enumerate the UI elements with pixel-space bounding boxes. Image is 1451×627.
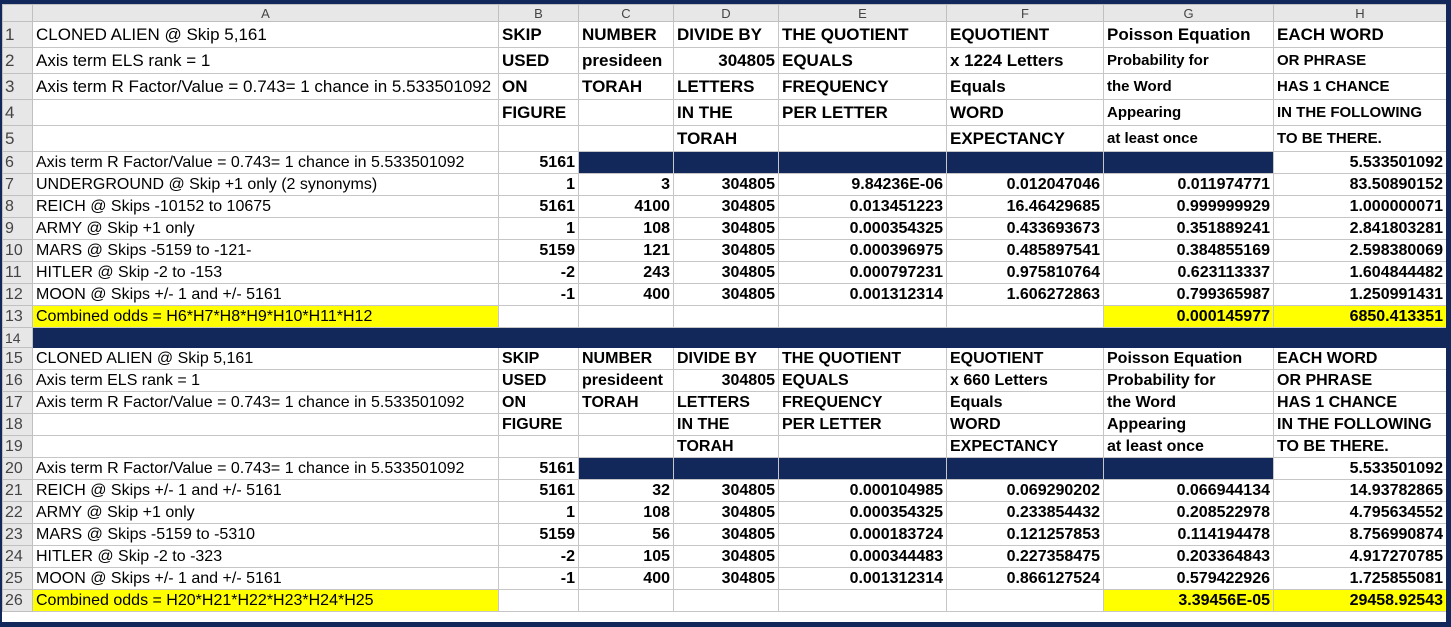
cell[interactable]: 1.725855081 — [1274, 568, 1447, 590]
column-header-row — [3, 5, 1447, 22]
sheet-row — [3, 524, 1447, 546]
sheet-row — [3, 100, 1447, 126]
row-header[interactable]: 20 — [3, 458, 33, 480]
cell[interactable]: Axis term R Factor/Value = 0.743= 1 chance in 5.533501092 — [33, 392, 499, 414]
cell[interactable] — [947, 306, 1104, 328]
sheet-row — [3, 414, 1447, 436]
sheet-row — [3, 22, 1447, 48]
row-header[interactable]: 2 — [3, 48, 33, 74]
cell[interactable]: HITLER @ Skip -2 to -153 — [33, 262, 499, 284]
cell[interactable]: Poisson Equation — [1104, 22, 1274, 48]
cell[interactable]: IN THE FOLLOWING — [1274, 100, 1447, 126]
cell[interactable]: 0.384855169 — [1104, 240, 1274, 262]
cell[interactable]: 2.598380069 — [1274, 240, 1447, 262]
cell[interactable]: Probability for — [1104, 48, 1274, 74]
cell[interactable]: Poisson Equation — [1104, 348, 1274, 370]
cell[interactable]: 5161 — [499, 458, 579, 480]
combined-odds-label[interactable]: Combined odds = H20*H21*H22*H23*H24*H25 — [33, 590, 499, 612]
sheet-row — [3, 436, 1447, 458]
cell[interactable]: 0.000354325 — [779, 218, 947, 240]
cell[interactable]: 304805 — [674, 174, 779, 196]
row-header[interactable]: 18 — [3, 414, 33, 436]
cell[interactable]: 304805 — [674, 196, 779, 218]
cell[interactable]: 0.012047046 — [947, 174, 1104, 196]
cell[interactable]: Probability for — [1104, 370, 1274, 392]
cell[interactable]: LETTERS — [674, 392, 779, 414]
cell[interactable] — [779, 590, 947, 612]
cell[interactable]: 304805 — [674, 568, 779, 590]
cell[interactable]: 4.795634552 — [1274, 502, 1447, 524]
cell[interactable]: 108 — [579, 218, 674, 240]
cell[interactable]: EACH WORD — [1274, 22, 1447, 48]
cell[interactable]: 0.001312314 — [779, 568, 947, 590]
cell[interactable]: 1.606272863 — [947, 284, 1104, 306]
sheet-row — [3, 568, 1447, 590]
cell[interactable]: 1.250991431 — [1274, 284, 1447, 306]
cell[interactable]: 5159 — [499, 240, 579, 262]
cell[interactable]: 0.000344483 — [779, 546, 947, 568]
cell[interactable]: FIGURE — [499, 100, 579, 126]
cell[interactable] — [499, 306, 579, 328]
cell[interactable]: 2.841803281 — [1274, 218, 1447, 240]
cell[interactable] — [779, 306, 947, 328]
cell[interactable]: 6850.413351 — [1274, 306, 1447, 328]
sheet-row — [3, 590, 1447, 612]
cell[interactable]: EXPECTANCY — [947, 436, 1104, 458]
cell[interactable]: 108 — [579, 502, 674, 524]
cell[interactable]: Axis term ELS rank = 1 — [33, 370, 499, 392]
cell[interactable]: x 660 Letters — [947, 370, 1104, 392]
cell[interactable]: 5161 — [499, 196, 579, 218]
cell[interactable]: 1 — [499, 174, 579, 196]
cell[interactable]: 0.975810764 — [947, 262, 1104, 284]
cell[interactable]: 3.39456E-05 — [1104, 590, 1274, 612]
cell[interactable]: 400 — [579, 284, 674, 306]
cell[interactable]: the Word — [1104, 392, 1274, 414]
cell[interactable]: IN THE FOLLOWING — [1274, 414, 1447, 436]
cell[interactable] — [499, 436, 579, 458]
cell[interactable]: 0.999999929 — [1104, 196, 1274, 218]
column-header-c[interactable]: C — [579, 5, 674, 22]
cell[interactable]: NUMBER — [579, 22, 674, 48]
row-header[interactable]: 13 — [3, 306, 33, 328]
cell[interactable]: NUMBER — [579, 348, 674, 370]
cell[interactable]: TORAH — [674, 126, 779, 152]
cell[interactable]: 0.351889241 — [1104, 218, 1274, 240]
row-header[interactable]: 1 — [3, 22, 33, 48]
cell[interactable]: WORD — [947, 100, 1104, 126]
cell[interactable]: 304805 — [674, 284, 779, 306]
row-header[interactable]: 21 — [3, 480, 33, 502]
cell[interactable]: 0.579422926 — [1104, 568, 1274, 590]
cell[interactable]: 0.069290202 — [947, 480, 1104, 502]
cell[interactable]: FREQUENCY — [779, 392, 947, 414]
cell[interactable]: HITLER @ Skip -2 to -323 — [33, 546, 499, 568]
cell[interactable] — [674, 306, 779, 328]
cell[interactable]: TO BE THERE. — [1274, 436, 1447, 458]
cell[interactable] — [579, 306, 674, 328]
cell[interactable] — [779, 458, 947, 480]
select-all-corner[interactable] — [3, 5, 33, 22]
cell[interactable]: 14.93782865 — [1274, 480, 1447, 502]
cell[interactable]: 0.011974771 — [1104, 174, 1274, 196]
cell[interactable]: 16.46429685 — [947, 196, 1104, 218]
cell[interactable]: 5.533501092 — [1274, 458, 1447, 480]
cell[interactable] — [579, 152, 674, 174]
cell[interactable] — [674, 590, 779, 612]
cell[interactable]: 0.866127524 — [947, 568, 1104, 590]
cell[interactable]: USED — [499, 48, 579, 74]
cell[interactable] — [33, 328, 1447, 348]
cell[interactable]: TO BE THERE. — [1274, 126, 1447, 152]
cell[interactable]: 5161 — [499, 480, 579, 502]
cell[interactable] — [579, 590, 674, 612]
cell[interactable]: 0.001312314 — [779, 284, 947, 306]
cell[interactable]: EQUOTIENT — [947, 348, 1104, 370]
cell[interactable]: THE QUOTIENT — [779, 348, 947, 370]
cell[interactable]: 1.000000071 — [1274, 196, 1447, 218]
row-header[interactable]: 10 — [3, 240, 33, 262]
cell[interactable]: 4100 — [579, 196, 674, 218]
row-header[interactable]: 6 — [3, 152, 33, 174]
cell[interactable]: Axis term R Factor/Value = 0.743= 1 chance in 5.533501092 — [33, 74, 499, 100]
cell[interactable]: 5161 — [499, 152, 579, 174]
cell[interactable]: 0.000396975 — [779, 240, 947, 262]
worksheet-table — [2, 4, 1446, 612]
cell[interactable]: 4.917270785 — [1274, 546, 1447, 568]
cell[interactable] — [33, 100, 499, 126]
sheet-row-separator — [3, 328, 1447, 348]
row-header[interactable]: 23 — [3, 524, 33, 546]
sheet-row — [3, 284, 1447, 306]
cell[interactable]: at least once — [1104, 436, 1274, 458]
cell[interactable]: OR PHRASE — [1274, 370, 1447, 392]
cell[interactable]: IN THE — [674, 100, 779, 126]
row-header[interactable]: 3 — [3, 74, 33, 100]
column-header-a[interactable]: A — [33, 5, 499, 22]
cell[interactable] — [779, 126, 947, 152]
cell[interactable]: 105 — [579, 546, 674, 568]
sheet-row — [3, 480, 1447, 502]
cell[interactable]: 304805 — [674, 370, 779, 392]
cell[interactable]: 304805 — [674, 48, 779, 74]
cell[interactable]: UNDERGROUND @ Skip +1 only (2 synonyms) — [33, 174, 499, 196]
cell[interactable]: MOON @ Skips +/- 1 and +/- 5161 — [33, 284, 499, 306]
column-header-f[interactable]: F — [947, 5, 1104, 22]
cell[interactable]: EACH WORD — [1274, 348, 1447, 370]
spreadsheet-grid[interactable] — [2, 4, 1446, 622]
cell[interactable]: Axis term R Factor/Value = 0.743= 1 chance in 5.533501092 — [33, 152, 499, 174]
row-header[interactable]: 14 — [3, 328, 33, 348]
cell[interactable] — [947, 152, 1104, 174]
cell[interactable]: PER LETTER — [779, 100, 947, 126]
cell[interactable]: EXPECTANCY — [947, 126, 1104, 152]
cell[interactable]: THE QUOTIENT — [779, 22, 947, 48]
sheet-row — [3, 240, 1447, 262]
cell[interactable]: MOON @ Skips +/- 1 and +/- 5161 — [33, 568, 499, 590]
row-header[interactable]: 22 — [3, 502, 33, 524]
cell[interactable]: 243 — [579, 262, 674, 284]
cell[interactable] — [579, 100, 674, 126]
cell[interactable]: 0.233854432 — [947, 502, 1104, 524]
cell[interactable] — [674, 152, 779, 174]
cell[interactable]: FREQUENCY — [779, 74, 947, 100]
cell[interactable]: IN THE — [674, 414, 779, 436]
row-header[interactable]: 7 — [3, 174, 33, 196]
cell[interactable] — [579, 126, 674, 152]
cell[interactable]: 32 — [579, 480, 674, 502]
cell[interactable]: 0.000354325 — [779, 502, 947, 524]
cell[interactable]: Appearing — [1104, 414, 1274, 436]
row-header[interactable]: 15 — [3, 348, 33, 370]
cell[interactable]: TORAH — [579, 392, 674, 414]
cell[interactable]: HAS 1 CHANCE — [1274, 392, 1447, 414]
cell[interactable]: x 1224 Letters — [947, 48, 1104, 74]
cell[interactable]: 304805 — [674, 218, 779, 240]
cell[interactable]: 0.203364843 — [1104, 546, 1274, 568]
cell[interactable]: presideent — [579, 370, 674, 392]
cell[interactable]: at least once — [1104, 126, 1274, 152]
cell[interactable] — [779, 152, 947, 174]
cell[interactable]: REICH @ Skips +/- 1 and +/- 5161 — [33, 480, 499, 502]
sheet-row — [3, 126, 1447, 152]
cell[interactable]: EQUOTIENT — [947, 22, 1104, 48]
sheet-row — [3, 546, 1447, 568]
cell[interactable] — [579, 414, 674, 436]
cell[interactable]: 1 — [499, 218, 579, 240]
cell[interactable]: 5159 — [499, 524, 579, 546]
cell[interactable]: 0.433693673 — [947, 218, 1104, 240]
sheet-row — [3, 392, 1447, 414]
row-header[interactable]: 9 — [3, 218, 33, 240]
cell[interactable] — [947, 590, 1104, 612]
cell[interactable]: TORAH — [579, 74, 674, 100]
sheet-row — [3, 152, 1447, 174]
cell[interactable]: CLONED ALIEN @ Skip 5,161 — [33, 348, 499, 370]
cell[interactable]: DIVIDE BY — [674, 348, 779, 370]
sheet-row — [3, 196, 1447, 218]
cell[interactable] — [1104, 458, 1274, 480]
column-header-b[interactable]: B — [499, 5, 579, 22]
cell[interactable]: 304805 — [674, 240, 779, 262]
cell[interactable] — [499, 590, 579, 612]
cell[interactable]: ARMY @ Skip +1 only — [33, 502, 499, 524]
cell[interactable]: 83.50890152 — [1274, 174, 1447, 196]
cell[interactable] — [779, 436, 947, 458]
cell[interactable]: 121 — [579, 240, 674, 262]
cell[interactable]: 0.799365987 — [1104, 284, 1274, 306]
cell[interactable]: 0.000183724 — [779, 524, 947, 546]
cell[interactable] — [33, 126, 499, 152]
cell[interactable]: 9.84236E-06 — [779, 174, 947, 196]
cell[interactable]: PER LETTER — [779, 414, 947, 436]
row-header[interactable]: 17 — [3, 392, 33, 414]
sheet-row — [3, 370, 1447, 392]
sheet-row — [3, 48, 1447, 74]
cell[interactable]: TORAH — [674, 436, 779, 458]
cell[interactable]: 0.208522978 — [1104, 502, 1274, 524]
cell[interactable] — [579, 436, 674, 458]
cell[interactable]: MARS @ Skips -5159 to -121- — [33, 240, 499, 262]
sheet-row — [3, 74, 1447, 100]
cell[interactable] — [579, 458, 674, 480]
sheet-row — [3, 174, 1447, 196]
cell[interactable] — [1104, 152, 1274, 174]
cell[interactable]: 0.013451223 — [779, 196, 947, 218]
cell[interactable]: Appearing — [1104, 100, 1274, 126]
row-header[interactable]: 12 — [3, 284, 33, 306]
row-header[interactable]: 25 — [3, 568, 33, 590]
cell[interactable]: 0.000104985 — [779, 480, 947, 502]
cell[interactable]: ON — [499, 392, 579, 414]
column-header-h[interactable]: H — [1274, 5, 1447, 22]
cell[interactable]: 1.604844482 — [1274, 262, 1447, 284]
row-header[interactable]: 19 — [3, 436, 33, 458]
cell[interactable]: 56 — [579, 524, 674, 546]
cell[interactable]: DIVIDE BY — [674, 22, 779, 48]
cell[interactable]: WORD — [947, 414, 1104, 436]
cell[interactable]: REICH @ Skips -10152 to 10675 — [33, 196, 499, 218]
cell[interactable]: Axis term ELS rank = 1 — [33, 48, 499, 74]
cell[interactable] — [33, 436, 499, 458]
combined-odds-label[interactable]: Combined odds = H6*H7*H8*H9*H10*H11*H12 — [33, 306, 499, 328]
cell[interactable]: 0.114194478 — [1104, 524, 1274, 546]
row-header[interactable]: 26 — [3, 590, 33, 612]
column-header-e[interactable]: E — [779, 5, 947, 22]
cell[interactable]: 0.485897541 — [947, 240, 1104, 262]
cell[interactable]: HAS 1 CHANCE — [1274, 74, 1447, 100]
row-header[interactable]: 11 — [3, 262, 33, 284]
sheet-row — [3, 262, 1447, 284]
row-header[interactable]: 16 — [3, 370, 33, 392]
cell[interactable]: -2 — [499, 262, 579, 284]
cell[interactable]: FIGURE — [499, 414, 579, 436]
sheet-row — [3, 348, 1447, 370]
cell[interactable]: 304805 — [674, 262, 779, 284]
cell[interactable]: 5.533501092 — [1274, 152, 1447, 174]
cell[interactable]: 0.227358475 — [947, 546, 1104, 568]
cell[interactable]: 3 — [579, 174, 674, 196]
cell[interactable]: 0.121257853 — [947, 524, 1104, 546]
cell[interactable]: ARMY @ Skip +1 only — [33, 218, 499, 240]
cell[interactable]: 0.066944134 — [1104, 480, 1274, 502]
cell[interactable]: 0.623113337 — [1104, 262, 1274, 284]
cell[interactable]: 1 — [499, 502, 579, 524]
cell[interactable] — [33, 414, 499, 436]
column-header-d[interactable]: D — [674, 5, 779, 22]
cell[interactable]: Equals — [947, 74, 1104, 100]
cell[interactable]: ON — [499, 74, 579, 100]
cell[interactable]: Equals — [947, 392, 1104, 414]
cell[interactable]: 0.000797231 — [779, 262, 947, 284]
cell[interactable]: 304805 — [674, 524, 779, 546]
cell[interactable]: SKIP — [499, 348, 579, 370]
cell[interactable]: 304805 — [674, 480, 779, 502]
cell[interactable]: 8.756990874 — [1274, 524, 1447, 546]
column-header-g[interactable]: G — [1104, 5, 1274, 22]
sheet-row — [3, 502, 1447, 524]
cell[interactable]: 304805 — [674, 502, 779, 524]
cell[interactable]: -1 — [499, 568, 579, 590]
cell[interactable]: SKIP — [499, 22, 579, 48]
cell[interactable]: -1 — [499, 284, 579, 306]
cell[interactable] — [499, 126, 579, 152]
cell[interactable]: USED — [499, 370, 579, 392]
cell[interactable]: OR PHRASE — [1274, 48, 1447, 74]
sheet-row — [3, 458, 1447, 480]
sheet-row — [3, 306, 1447, 328]
sheet-row — [3, 218, 1447, 240]
cell[interactable]: EQUALS — [779, 48, 947, 74]
cell[interactable]: EQUALS — [779, 370, 947, 392]
cell[interactable]: MARS @ Skips -5159 to -5310 — [33, 524, 499, 546]
cell[interactable]: presideen — [579, 48, 674, 74]
cell[interactable]: 29458.92543 — [1274, 590, 1447, 612]
cell[interactable]: LETTERS — [674, 74, 779, 100]
cell[interactable] — [674, 458, 779, 480]
cell[interactable]: -2 — [499, 546, 579, 568]
cell[interactable]: 0.000145977 — [1104, 306, 1274, 328]
cell[interactable]: 400 — [579, 568, 674, 590]
cell[interactable]: CLONED ALIEN @ Skip 5,161 — [33, 22, 499, 48]
row-header[interactable]: 4 — [3, 100, 33, 126]
row-header[interactable]: 5 — [3, 126, 33, 152]
cell[interactable]: 304805 — [674, 546, 779, 568]
cell[interactable]: the Word — [1104, 74, 1274, 100]
cell[interactable]: Axis term R Factor/Value = 0.743= 1 chance in 5.533501092 — [33, 458, 499, 480]
row-header[interactable]: 8 — [3, 196, 33, 218]
row-header[interactable]: 24 — [3, 546, 33, 568]
cell[interactable] — [947, 458, 1104, 480]
